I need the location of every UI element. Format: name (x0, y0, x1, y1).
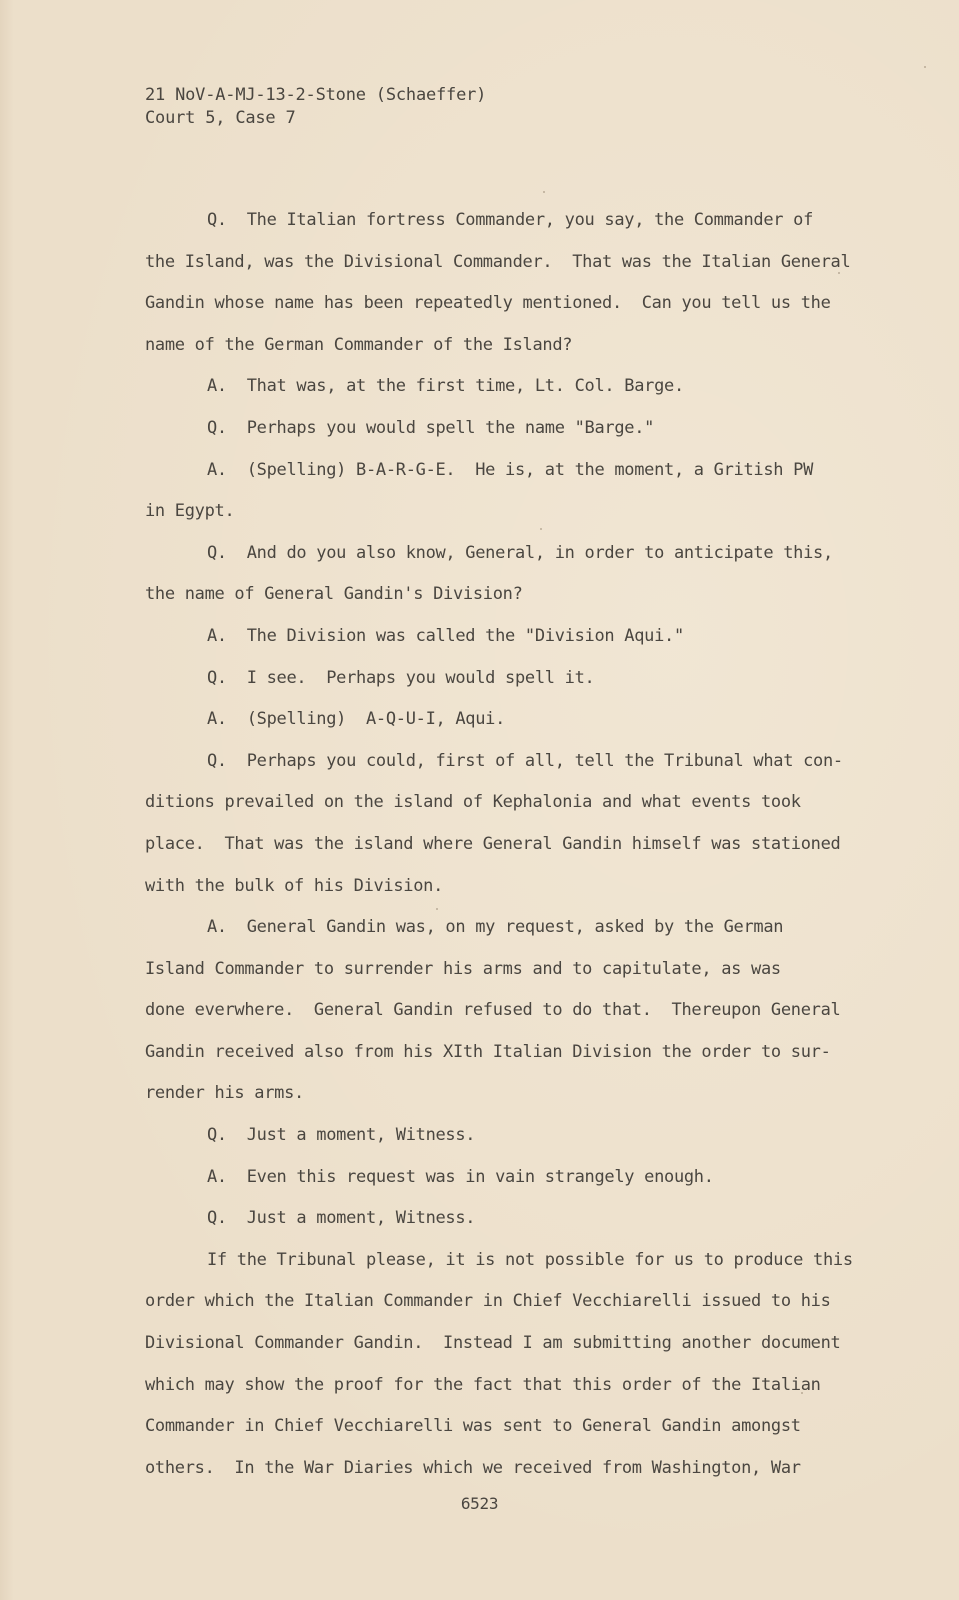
transcript-line: Gandin received also from his XIth Italian Division the order to sur- (145, 1041, 831, 1062)
transcript-line: place. That was the island where General Gandin himself was stationed (145, 833, 841, 854)
transcript-line: in Egypt. (145, 501, 235, 522)
paper-speck (540, 528, 542, 530)
transcript-line: the Island, was the Divisional Commander. That was the Italian General (145, 251, 851, 272)
transcript-line: the name of General Gandin's Division? (145, 584, 523, 605)
transcript-line: Q. Perhaps you could, first of all, tell the Tribunal what con- (207, 750, 843, 771)
transcript-line: ditions prevailed on the island of Kephalonia and what events took (145, 792, 801, 813)
transcript-line: A. Even this request was in vain strangely enough. (207, 1166, 714, 1187)
transcript-body (145, 200, 885, 1489)
transcript-line: A. (Spelling) B-A-R-G-E. He is, at the moment, a Gritish PW (207, 459, 814, 480)
transcript-line: A. The Division was called the "Division Aqui." (207, 625, 684, 646)
transcript-line: Gandin whose name has been repeatedly mentioned. Can you tell us the (145, 293, 831, 314)
header-court-case: Court 5, Case 7 (145, 108, 296, 128)
transcript-line: Q. Just a moment, Witness. (207, 1208, 476, 1229)
transcript-line: Q. Just a moment, Witness. (207, 1125, 476, 1146)
transcript-line: which may show the proof for the fact that this order of the Italian (145, 1374, 821, 1395)
transcript-line: order which the Italian Commander in Chief Vecchiarelli issued to his (145, 1291, 831, 1312)
transcript-line: A. That was, at the first time, Lt. Col. Barge. (207, 376, 684, 397)
transcript-line: Q. The Italian fortress Commander, you say, the Commander of (207, 210, 814, 230)
transcript-line: Q. I see. Perhaps you would spell it. (207, 667, 595, 688)
transcript-line: If the Tribunal please, it is not possible for us to produce this (207, 1249, 853, 1270)
transcript-line: done everwhere. General Gandin refused to do that. Thereupon General (145, 1000, 841, 1021)
transcript-line: name of the German Commander of the Island? (145, 334, 573, 355)
page-number: 6523 (460, 1494, 499, 1513)
transcript-line: Q. And do you also know, General, in order to anticipate this, (207, 542, 833, 563)
paper-speck (543, 191, 545, 193)
transcript-line: others. In the War Diaries which we received from Washington, War (145, 1457, 801, 1478)
transcript-line: Q. Perhaps you would spell the name "Barge." (207, 417, 655, 438)
transcript-line: with the bulk of his Division. (145, 875, 444, 896)
transcript-line: Island Commander to surrender his arms and to capitulate, as was (145, 958, 781, 979)
transcript-line: A. General Gandin was, on my request, asked by the German (207, 917, 784, 938)
document-header (145, 84, 486, 130)
paper-speck (801, 1392, 803, 1394)
transcript-line: Divisional Commander Gandin. Instead I am submitting another document (145, 1333, 841, 1354)
transcript-line: Commander in Chief Vecchiarelli was sent to General Gandin amongst (145, 1416, 801, 1437)
paper-speck (924, 66, 926, 68)
header-reference: 21 NoV-A-MJ-13-2-Stone (Schaeffer) (145, 85, 487, 105)
paper-speck (838, 272, 840, 274)
paper-speck (436, 908, 438, 910)
transcript-line: render his arms. (145, 1083, 304, 1104)
transcript-line: A. (Spelling) A-Q-U-I, Aqui. (207, 709, 506, 730)
